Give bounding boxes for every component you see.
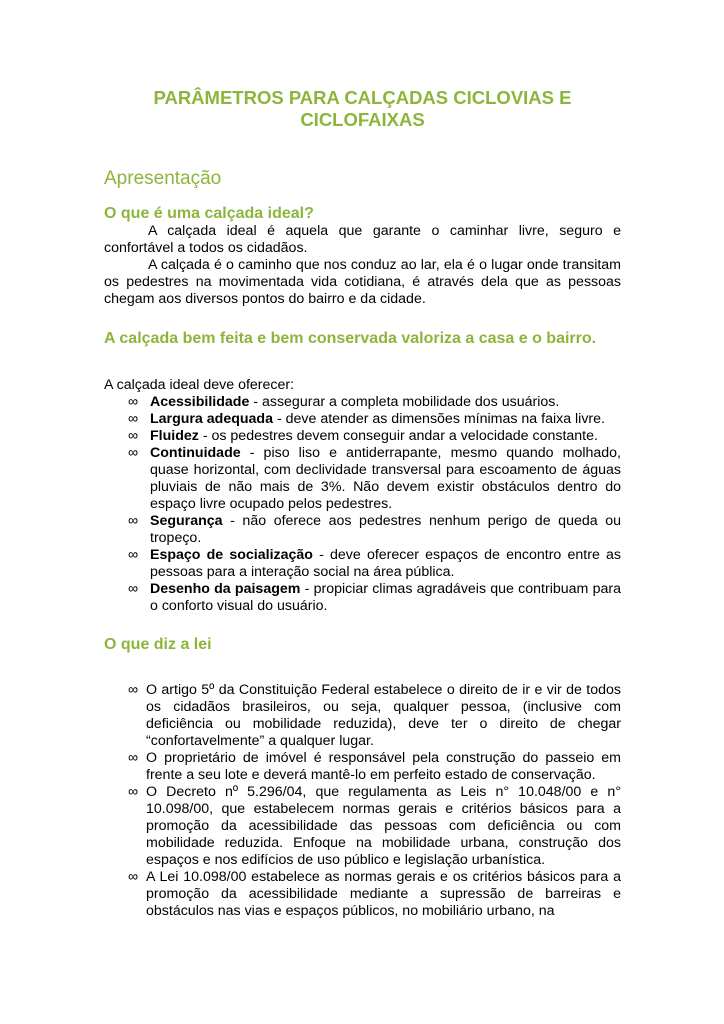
- feature-text: - propiciar climas agradáveis que contribuam para o conforto visual do usuário.: [150, 581, 621, 614]
- list-item: [128, 394, 621, 411]
- list-item: [128, 784, 621, 869]
- list-item: [128, 750, 621, 784]
- infinity-bullet-icon: ∞: [128, 547, 139, 563]
- document-title: PARÂMETROS PARA CALÇADAS CICLOVIAS E CICLOFAIXAS: [153, 87, 572, 130]
- heading-well-made-sidewalk: A calçada bem feita e bem conservada valoriza a casa e o bairro.: [104, 330, 597, 347]
- feature-term: Fluidez: [150, 428, 199, 444]
- list-item: [128, 513, 621, 547]
- feature-text: - deve oferecer espaços de encontro entre as pessoas para a interação social na área pública.: [150, 547, 621, 580]
- law-list: [104, 682, 621, 920]
- feature-term: Espaço de socialização: [150, 547, 313, 563]
- feature-term: Acessibilidade: [150, 394, 250, 410]
- law-text: A Lei 10.098/00 estabelece as normas gerais e os critérios básicos para a promoção da acessibilidade mediante a supressão de barreiras e obstáculos nas vias e espaços públicos, no mobiliário urbano, na: [146, 869, 621, 919]
- infinity-bullet-icon: ∞: [128, 869, 139, 885]
- paragraph-sidewalk-role: A calçada é o caminho que nos conduz ao lar, ela é o lugar onde transitam os pedestres na movimentada vida cotidiana, é através dela que as pessoas chegam aos diversos pontos do bairro e da cidade.: [104, 257, 621, 307]
- infinity-bullet-icon: ∞: [128, 784, 139, 800]
- heading-ideal-sidewalk: O que é uma calçada ideal?: [104, 205, 314, 222]
- feature-term: Desenho da paisagem: [150, 581, 301, 597]
- paragraph-ideal-definition: A calçada ideal é aquela que garante o caminhar livre, seguro e confortável a todos os cidadãos.: [104, 223, 621, 256]
- infinity-bullet-icon: ∞: [128, 682, 139, 698]
- feature-term: Segurança: [150, 513, 223, 529]
- infinity-bullet-icon: ∞: [128, 513, 139, 529]
- feature-text: - não oferece aos pedestres nenhum perigo de queda ou tropeço.: [150, 513, 621, 546]
- list-item: [128, 581, 621, 615]
- feature-text: - os pedestres devem conseguir andar a velocidade constante.: [198, 428, 598, 444]
- features-list: [104, 394, 621, 615]
- list-item: [128, 869, 621, 920]
- infinity-bullet-icon: ∞: [128, 394, 139, 410]
- law-text: O Decreto nº 5.296/04, que regulamenta as Leis n° 10.048/00 e n° 10.098/00, que estabelecem normas gerais e critérios básicos para a promoção da acessibilidade das pessoas com deficiência ou com mobilidade reduzida. Enfoque na mobilidade urbana, construção dos espaços e nos edifícios de uso público e legislação urbanística.: [146, 784, 621, 868]
- feature-text: - assegurar a completa mobilidade dos usuários.: [249, 394, 560, 410]
- law-text: O proprietário de imóvel é responsável pela construção do passeio em frente a seu lote e deverá mantê-lo em perfeito estado de conservação.: [146, 750, 621, 783]
- infinity-bullet-icon: ∞: [128, 411, 139, 427]
- feature-term: Continuidade: [150, 445, 241, 461]
- infinity-bullet-icon: ∞: [128, 428, 139, 444]
- list-item: [128, 682, 621, 750]
- feature-text: - deve atender as dimensões mínimas na faixa livre.: [273, 411, 605, 427]
- law-text: O artigo 5º da Constituição Federal estabelece o direito de ir e vir de todos os cidadãos brasileiros, ou seja, qualquer pessoa, (inclusive com deficiência ou mobilidade reduzida), deve ter o direito de chegar “confortavelmente” a qualquer lugar.: [146, 682, 621, 749]
- heading-law: O que diz a lei: [104, 636, 212, 653]
- section-heading: Apresentação: [104, 168, 222, 189]
- infinity-bullet-icon: ∞: [128, 445, 139, 461]
- list-item: [128, 445, 621, 513]
- list-item: [128, 428, 621, 445]
- feature-term: Largura adequada: [150, 411, 273, 427]
- list-intro: A calçada ideal deve oferecer:: [104, 377, 295, 393]
- feature-text: - piso liso e antiderrapante, mesmo quando molhado, quase horizontal, com declividade transversal para escoamento de águas pluviais de não mais de 3%. Não devem existir obstáculos dentro do espaço livre ocupado pelos pedestres.: [150, 445, 621, 512]
- document-content: [104, 87, 621, 920]
- list-item: [128, 547, 621, 581]
- infinity-bullet-icon: ∞: [128, 581, 139, 597]
- infinity-bullet-icon: ∞: [128, 750, 139, 766]
- list-item: [128, 411, 621, 428]
